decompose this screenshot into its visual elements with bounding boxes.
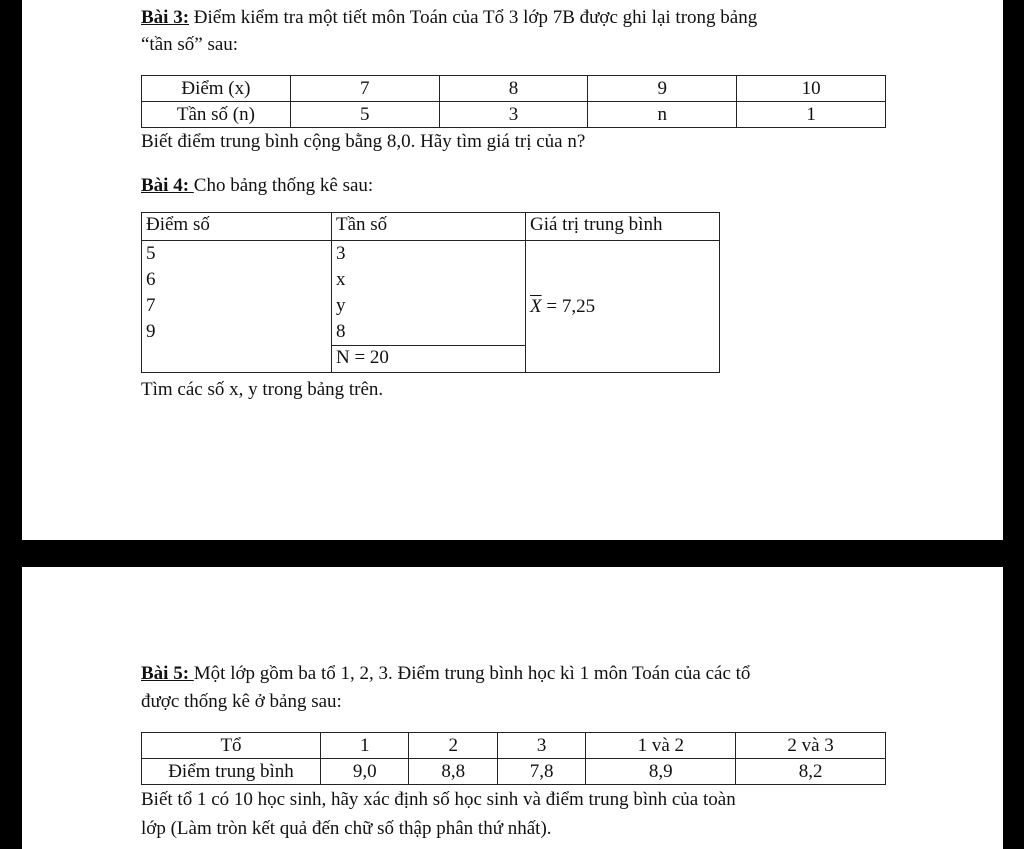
freq-value: 8 [336, 321, 346, 342]
freq-value: 3 [336, 243, 346, 264]
freqs-cell [332, 241, 526, 346]
bai4-statistics-table [141, 212, 720, 373]
table-cell: 9 [588, 76, 737, 102]
bai4-line1 [141, 172, 373, 200]
table-cell: 1 [737, 102, 886, 128]
table-row [142, 213, 720, 241]
table-cell: n [588, 102, 737, 128]
freq-value: x [336, 269, 346, 290]
table-cell: 7 [290, 76, 439, 102]
total-cell: N = 20 [332, 346, 526, 373]
mean-value: = 7,25 [541, 295, 596, 317]
table-cell: 8 [439, 76, 588, 102]
table-cell: Tổ [142, 733, 321, 759]
table-cell: 9,0 [321, 759, 409, 785]
table-cell: 3 [497, 733, 585, 759]
mean-symbol: $\overline{X}$ [530, 295, 542, 317]
table-row [142, 102, 886, 128]
bai4-text: Cho bảng thống kê sau: [193, 175, 374, 196]
score-value: 5 [146, 243, 156, 264]
table-cell: 2 và 3 [736, 733, 886, 759]
bai3-question: Biết điểm trung bình cộng bằng 8,0. Hãy tìm giá trị của n? [141, 131, 586, 152]
bai5-text1: Một lớp gồm ba tổ 1, 2, 3. Điểm trung bình học kì 1 môn Toán của các tổ [193, 663, 751, 684]
bai5-label: Bài 5: [141, 663, 194, 684]
table-cell: 7,8 [497, 759, 585, 785]
bai5-average-table [141, 732, 886, 785]
table-cell: Tần số (n) [142, 102, 291, 128]
table-row [142, 759, 886, 785]
table-header: Giá trị trung bình [526, 213, 720, 241]
table-cell: Điểm (x) [142, 76, 291, 102]
bai4-question: Tìm các số x, y trong bảng trên. [141, 379, 384, 400]
table-cell: Điểm trung bình [142, 759, 321, 785]
table-cell: 2 [409, 733, 497, 759]
table-cell: 1 [321, 733, 409, 759]
table-cell: 1 và 2 [586, 733, 736, 759]
table-cell: 5 [290, 102, 439, 128]
bai3-text1: Điểm kiểm tra một tiết môn Toán của Tổ 3 lớp 7B được ghi lại trong bảng [189, 7, 758, 28]
table-cell: 3 [439, 102, 588, 128]
document-page-1 [22, 0, 1003, 540]
bai5-after1: Biết tổ 1 có 10 học sinh, hãy xác định số học sinh và điểm trung bình của toàn [141, 789, 736, 810]
mean-cell [526, 241, 720, 373]
table-header: Tần số [332, 213, 526, 241]
bai5-line1 [141, 660, 750, 688]
table-cell: 8,9 [586, 759, 736, 785]
bai4-label: Bài 4: [141, 175, 194, 196]
table-row [142, 76, 886, 102]
bai5-after2: lớp (Làm tròn kết quả đến chữ số thập phân thứ nhất). [141, 818, 552, 839]
table-row [142, 733, 886, 759]
bai5-text2: được thống kê ở bảng sau: [141, 691, 342, 712]
bai3-label: Bài 3: [141, 7, 190, 28]
score-value: 6 [146, 269, 156, 290]
bai3-line1 [141, 4, 757, 32]
table-row [142, 241, 720, 346]
freq-value: y [336, 295, 346, 316]
scores-cell [142, 241, 332, 373]
table-header: Điểm số [142, 213, 332, 241]
table-cell: 10 [737, 76, 886, 102]
bai3-text2: “tần số” sau: [141, 34, 239, 55]
table-cell: 8,2 [736, 759, 886, 785]
document-page-2 [22, 567, 1003, 849]
score-value: 9 [146, 321, 156, 342]
score-value: 7 [146, 295, 156, 316]
bai3-frequency-table [141, 75, 886, 128]
table-cell: 8,8 [409, 759, 497, 785]
